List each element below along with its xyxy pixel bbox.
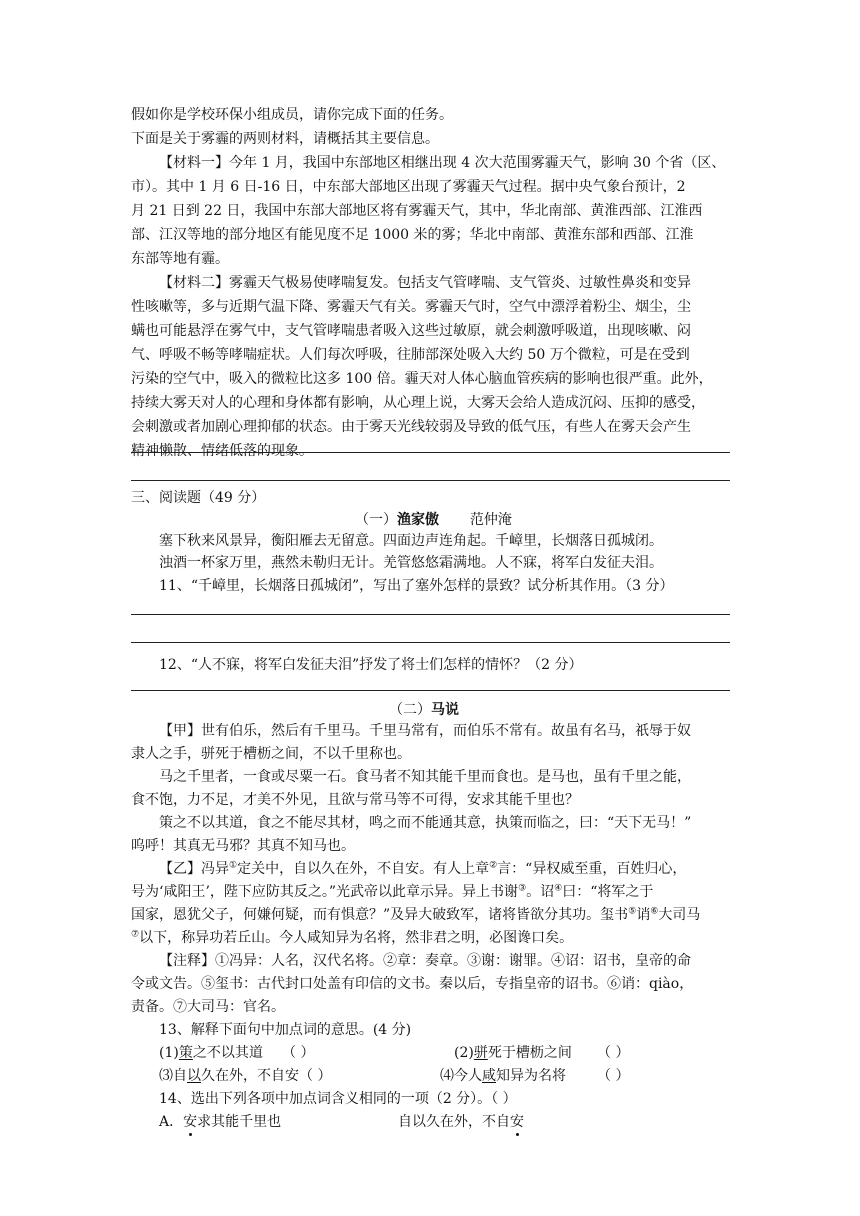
footnote-mark-5: ⑤ [628,906,637,917]
footnote-mark-7: ⑦ [131,929,140,940]
question-11: 11、“千嶂里，长烟落日孤城闭”，写出了塞外怎样的景致？试分析其作用。（3 分） [159,578,674,594]
q13-item-3-number: ⑶自 [159,1068,187,1084]
material-2-line-5: 污染的空气中，吸入的微粒比这多 100 倍。霾天对人体心脑血管疾病的影响也很严重。此外， [131,371,713,387]
text-yi-line-4 [131,929,573,947]
q13-item-4-text: 知异为名将 [496,1068,566,1084]
material-2-line-1: 【材料二】雾霾天气极易使哮喘复发。包括支气管哮喘、支气管炎、过敏性鼻炎和变异 [159,275,691,291]
section-3-heading: 三、阅读题（49 分） [131,490,266,506]
text-jia-line-1: 【甲】世有伯乐，然后有千里马。千里马常有，而伯乐不常有。故虽有名马，祇辱于奴 [159,723,691,739]
q13-item-3-answer-blank[interactable]: ） [313,1068,332,1084]
q13-item-3-keyword: 以 [187,1068,201,1084]
poem-line-2: 浊酒一杯家万里，燕然未勒归无计。羌管悠悠霜满地。人不寐，将军白发征夫泪。 [159,555,663,571]
question-14-option-a[interactable] [159,1113,281,1131]
footnote-mark-1: ① [229,860,238,871]
q14-option-a-dotted-word-1: 安 [183,1114,198,1130]
material-1-line-5: 东部等地有霾。 [131,251,229,267]
material-2-line-8: 精神懒散、情绪低落的现象。 [131,443,313,459]
material-1-line-3: 月 21 日到 22 日，我国中东部大部地区将有雾霾天气，其中，华北南部、黄淮西部、江淮西 [131,203,703,219]
ma-shuo-title [389,701,459,719]
text-yi-line-3-a: 国家，恩犹父子，何嫌何疑，而有惧意？”及异大破致军，诸将皆欲分其功。玺书 [131,907,629,923]
notes-line-1: 【注释】①冯异：人名，汉代名将。②章：奏章。③谢：谢罪。④诏：诏书，皇帝的命 [159,953,691,969]
ma-shuo-title-number: （二） [389,702,431,718]
material-2-line-2: 性咳嗽等，多与近期气温下降、雾霾天气有关。雾霾天气时，空气中漂浮着粉尘、烟尘，尘 [131,299,691,315]
material-2-line-3: 螨也可能悬浮在雾气中，支气管哮喘患者吸入这些过敏原，就会刺激呼吸道，出现咳嗽、闷 [131,323,691,339]
poem-title-number: （一） [355,512,397,528]
material-2-line-7: 会刺激或者加剧心理抑郁的状态。由于雾天光线较弱及导致的低气压，有些人在雾天会产生 [131,419,691,435]
footnote-mark-3: ③ [518,883,527,894]
text-jia-line-2: 隶人之手，骈死于槽枥之间，不以千里称也。 [131,746,411,762]
text-jia-line-3: 马之千里者，一食或尽粟一石。食马者不知其能千里而食也。是马也，虽有千里之能， [159,769,691,785]
poem-title-name: 渔家傲 [397,512,439,528]
material-1-line-4: 部、江汉等地的部分地区有能见度不足 1000 米的雾；华北中南部、黄淮东部和西部、江淮 [131,227,694,243]
q13-item-1-number: (1) [159,1045,179,1061]
footnote-mark-6: ⑥ [650,906,659,917]
q14-option-a-label: A． [159,1114,184,1130]
answer-line-q11-1[interactable] [131,614,730,615]
q13-item-1-text: 之不以其道 [192,1045,263,1061]
q13-item-4-answer-blank[interactable]: （ ） [597,1068,630,1084]
text-yi-line-3 [131,906,700,924]
q13-item-1-keyword: 策 [178,1045,193,1061]
question-14-stem[interactable]: 14、选出下列各项中加点词含义相同的一项（2 分）。（ ） [159,1091,517,1107]
text-yi-line-1-b: 定关中，自以久在外，不自安。有人上章 [237,861,490,877]
text-jia-line-4: 食不饱，力不足，才美不外见，且欲与常马等不可得，安求其能千里也？ [131,792,579,808]
text-yi-line-1-a: 【乙】冯异 [159,861,229,877]
material-1-line-1: 【材料一】今年 1 月，我国中东部地区相继出现 4 次大范围雾霾天气，影响 30 个省（区、 [159,155,726,171]
text-yi-line-1-c: 言：“异权威至重，百姓归心， [497,861,687,877]
text-yi-line-2-b: 。诏 [526,884,555,900]
question-14-option-a-sentence-2 [398,1113,524,1131]
answer-line-material-1[interactable] [131,452,730,453]
question-12: 12、“人不寐，将军白发征夫泪”抒发了将士们怎样的情怀？（2 分） [159,657,583,673]
q13-item-4-number: ⑷今人 [440,1068,482,1084]
q14-option-a-sentence-1: 求其能千里也 [197,1114,282,1130]
text-jia-line-5: 策之不以其道，食之不能尽其材，鸣之而不能通其意，执策而临之，曰：“天下无马！” [159,815,692,831]
poem-line-1: 塞下秋来风景异，衡阳雁去无留意。四面边声连角起。千嶂里，长烟落日孤城闭。 [159,533,663,549]
footnote-mark-4: ④ [554,883,563,894]
poem-title [355,511,512,529]
footnote-mark-2: ② [489,860,498,871]
notes-line-2: 令或文告。⑤玺书：古代封口处盖有印信的文书。秦以后，专指皇帝的诏书。⑥诮：qiào， [131,976,694,992]
answer-line-q11-2[interactable] [131,642,730,643]
notes-line-3: 责备。⑦大司马：官名。 [131,999,285,1015]
intro-line-2: 下面是关于雾霾的两则材料，请概括其主要信息。 [131,131,439,147]
text-yi-line-1 [159,860,686,878]
poem-author: 范仲淹 [469,512,512,528]
text-yi-line-2-a: 号为‘咸阳王’，陛下应防其反之。”光武帝以此章示异。异上书谢 [131,884,519,900]
q14-option-a-sentence-2-text: 自以久在外，不自 [398,1114,510,1130]
answer-line-material-2[interactable] [131,480,730,481]
intro-line-1: 假如你是学校环保小组成员，请你完成下面的任务。 [131,107,453,123]
text-yi-line-3-b: 诮 [636,907,651,923]
q14-option-a-dotted-word-2: 安 [510,1114,524,1130]
text-yi-line-2-c: 曰：“将军之于 [562,884,654,900]
ma-shuo-title-name: 马说 [431,702,459,718]
q13-item-4-keyword: 咸 [482,1068,496,1084]
question-13-item-2 [454,1044,572,1062]
text-jia-line-6: 呜呼！其真无马邪？其真不知马也。 [131,838,355,854]
answer-line-q12[interactable] [131,690,730,691]
question-13-stem: 13、解释下面句中加点词的意思。(4 分) [159,1022,412,1038]
q13-item-2-answer-blank[interactable]: （ ） [597,1045,630,1061]
q13-item-3-text: 久在外，不自安（ [201,1068,313,1084]
material-1-line-2: 市）。其中 1 月 6 日-16 日，中东部大部地区出现了雾霾天气过程。据中央气象台预计，2 [131,179,686,195]
text-yi-line-4-a: 以下，称异功若丘山。今人咸知异为名将，然非君之明，必图谗口矣。 [139,930,574,946]
question-13-item-3 [159,1067,331,1085]
q13-item-2-keyword: 骈 [473,1045,488,1061]
text-yi-line-3-c: 大司马 [658,907,701,923]
material-2-line-6: 持续大雾天对人的心理和身体都有影响，从心理上说，大雾天会给人造成沉闷、压抑的感受， [131,395,705,411]
material-2-line-4: 气、呼吸不畅等哮喘症状。人们每次呼吸，往肺部深处吸入大约 50 万个微粒，可是在受到 [131,347,690,363]
q13-item-1-answer-blank[interactable]: （ ） [282,1045,315,1061]
question-13-item-1 [159,1044,263,1062]
q13-item-2-text: 死于槽枥之间 [487,1045,572,1061]
text-yi-line-2 [131,883,653,901]
q13-item-2-number: (2) [454,1045,474,1061]
question-13-item-4 [440,1067,566,1085]
